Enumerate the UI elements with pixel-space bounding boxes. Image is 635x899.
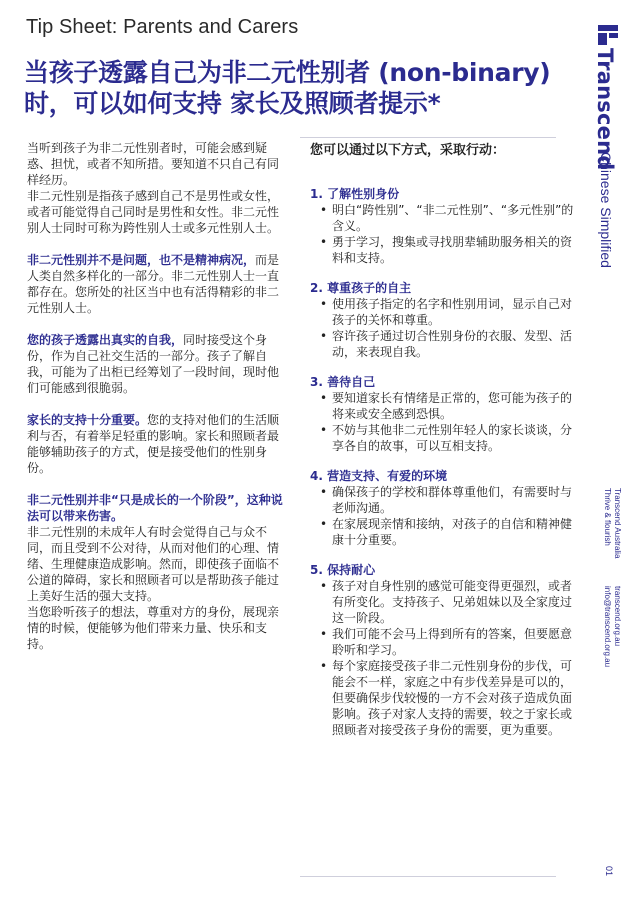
list-item: • 在家展现亲情和接纳，对孩子的自信和精神健康十分重要。 [310, 516, 578, 548]
list-item: • 要知道家长有情绪是正常的，您可能为孩子的将来或安全感到恐惧。 [310, 390, 578, 422]
list-item: • 我们可能不会马上得到所有的答案，但要愿意聆听和学习。 [310, 626, 578, 658]
body-text: 您的支持对他们的生活顺利与否，有着举足轻重的影响。家长和照顾者最能够辅助孩子的方式，便是接受他们的性别身份。 [27, 413, 280, 475]
org-name: Transcend Australia [613, 488, 622, 559]
definition-paragraph: 非二元性别是指孩子感到自己不是男性或女性，或者可能觉得自己同时是男性和女性。非二元性别人士同时可称为跨性别人士或多元性别人士。 [27, 189, 280, 235]
spacer [27, 396, 285, 412]
section-heading: 4. 营造支持、有爱的环境 [310, 469, 448, 483]
bottom-divider [300, 876, 556, 877]
top-divider [300, 137, 556, 138]
section-heading: 3. 善待自己 [310, 375, 376, 389]
section-heading: 5. 保持耐心 [310, 563, 376, 577]
left-column [27, 140, 285, 652]
website-link[interactable]: transcend.org.au [613, 586, 622, 647]
bullet-list [310, 578, 578, 738]
wellbeing-paragraph: 非二元性别的未成年人有时会觉得自己与众不同，而且受到不公对待，从而对他们的心理、情绪、生理健康造成影响。然而，即使孩子面临不公道的障碍，家长和照顾者可以是帮助孩子能过上美好生活的强大支持。 [27, 525, 280, 603]
true-self-paragraph [27, 332, 285, 396]
header-kicker: Tip Sheet: Parents and Carers [26, 16, 299, 38]
contact-info [602, 586, 622, 667]
section-respect [310, 280, 578, 360]
list-item: • 勇于学习，搜集或寻找朋辈辅助服务相关的资料和支持。 [310, 234, 578, 266]
brand-name: Transcend [593, 48, 617, 171]
highlight-text: 非二元性别并不是问题，也不是精神病况， [27, 253, 256, 267]
body-text: 同时接受这个身份，作为自己社交生活的一部分。孩子了解自我，可能为了出柜已经筹划了一段时间，现时他们可能感到很脆弱。 [27, 333, 280, 395]
bullet-list [310, 296, 578, 360]
section-heading: 2. 尊重孩子的自主 [310, 281, 412, 295]
language-label: Chinese Simplified [598, 152, 614, 268]
list-item: • 容许孩子通过切合性别身份的衣服、发型、活动，来表现自我。 [310, 328, 578, 360]
spacer [27, 236, 285, 252]
section-self-care [310, 374, 578, 454]
bullet-list [310, 390, 578, 454]
section-patience [310, 562, 578, 738]
list-item: • 不妨与其他非二元性别年轻人的家长谈谈，分享各自的故事，可以互相支持。 [310, 422, 578, 454]
page-number: 01 [604, 866, 614, 877]
list-item: • 每个家庭接受孩子非二元性别身份的步伐，可能会不一样，家庭之中有步伐差异是可以的，但要确保步伐较慢的一方不会对孩子造成负面影响。孩子对家人支持的需要，较之于家长或照顾者对接受孩子身份的需要，更为重要。 [310, 658, 578, 738]
listening-paragraph: 当您聆听孩子的想法，尊重对方的身份，展现亲情的时候，便能够为他们带来力量、快乐和支持。 [27, 605, 280, 651]
not-a-problem-paragraph [27, 252, 285, 316]
bullet-list [310, 202, 578, 266]
org-info [602, 488, 622, 558]
org-tagline: Thrive & flourish [603, 488, 612, 546]
highlight-text: 您的孩子透露出真实的自我， [27, 333, 184, 347]
highlight-text: 家长的支持十分重要。 [27, 413, 148, 427]
section-understand [310, 186, 578, 266]
intro-paragraph: 当听到孩子为非二元性别者时，可能会感到疑惑、担忧，或者不知所措。要知道不只自己有同样经历。 [27, 141, 280, 187]
list-item: • 使用孩子指定的名字和性别用词，显示自己对孩子的关怀和尊重。 [310, 296, 578, 328]
spacer [27, 316, 285, 332]
support-paragraph [27, 412, 285, 476]
actions-lead: 您可以通过以下方式，采取行动： [310, 143, 506, 158]
list-item: • 确保孩子的学校和群体尊重他们，有需要时与老师沟通。 [310, 484, 578, 516]
bullet-list [310, 484, 578, 548]
section-environment [310, 468, 578, 548]
right-column [310, 140, 578, 752]
body-text: 而是人类自然多样化的一部分。非二元性别人士一直都存在。您所处的社区当中也有活得精彩的非二元性别人士。 [27, 253, 280, 315]
spacer [27, 476, 285, 492]
email-link[interactable]: info@transcend.org.au [603, 586, 612, 668]
page-title: 当孩子透露自己为非二元性别者 (non-binary)时，可以如何支持 家长及照顾者提示* [24, 58, 551, 118]
list-item: • 孩子对自身性别的感觉可能变得更强烈，或者有所变化。支持孩子、兄弟姐妹以及全家度过这一阶段。 [310, 578, 578, 626]
list-item: • 明白“跨性别”、“非二元性别”、“多元性别”的含义。 [310, 202, 578, 234]
not-a-phase-heading: 非二元性别并非“只是成长的一个阶段”，这种说法可以带来伤害。 [27, 493, 283, 523]
transcend-logo-icon [597, 24, 619, 46]
section-heading: 1. 了解性别身份 [310, 187, 400, 201]
